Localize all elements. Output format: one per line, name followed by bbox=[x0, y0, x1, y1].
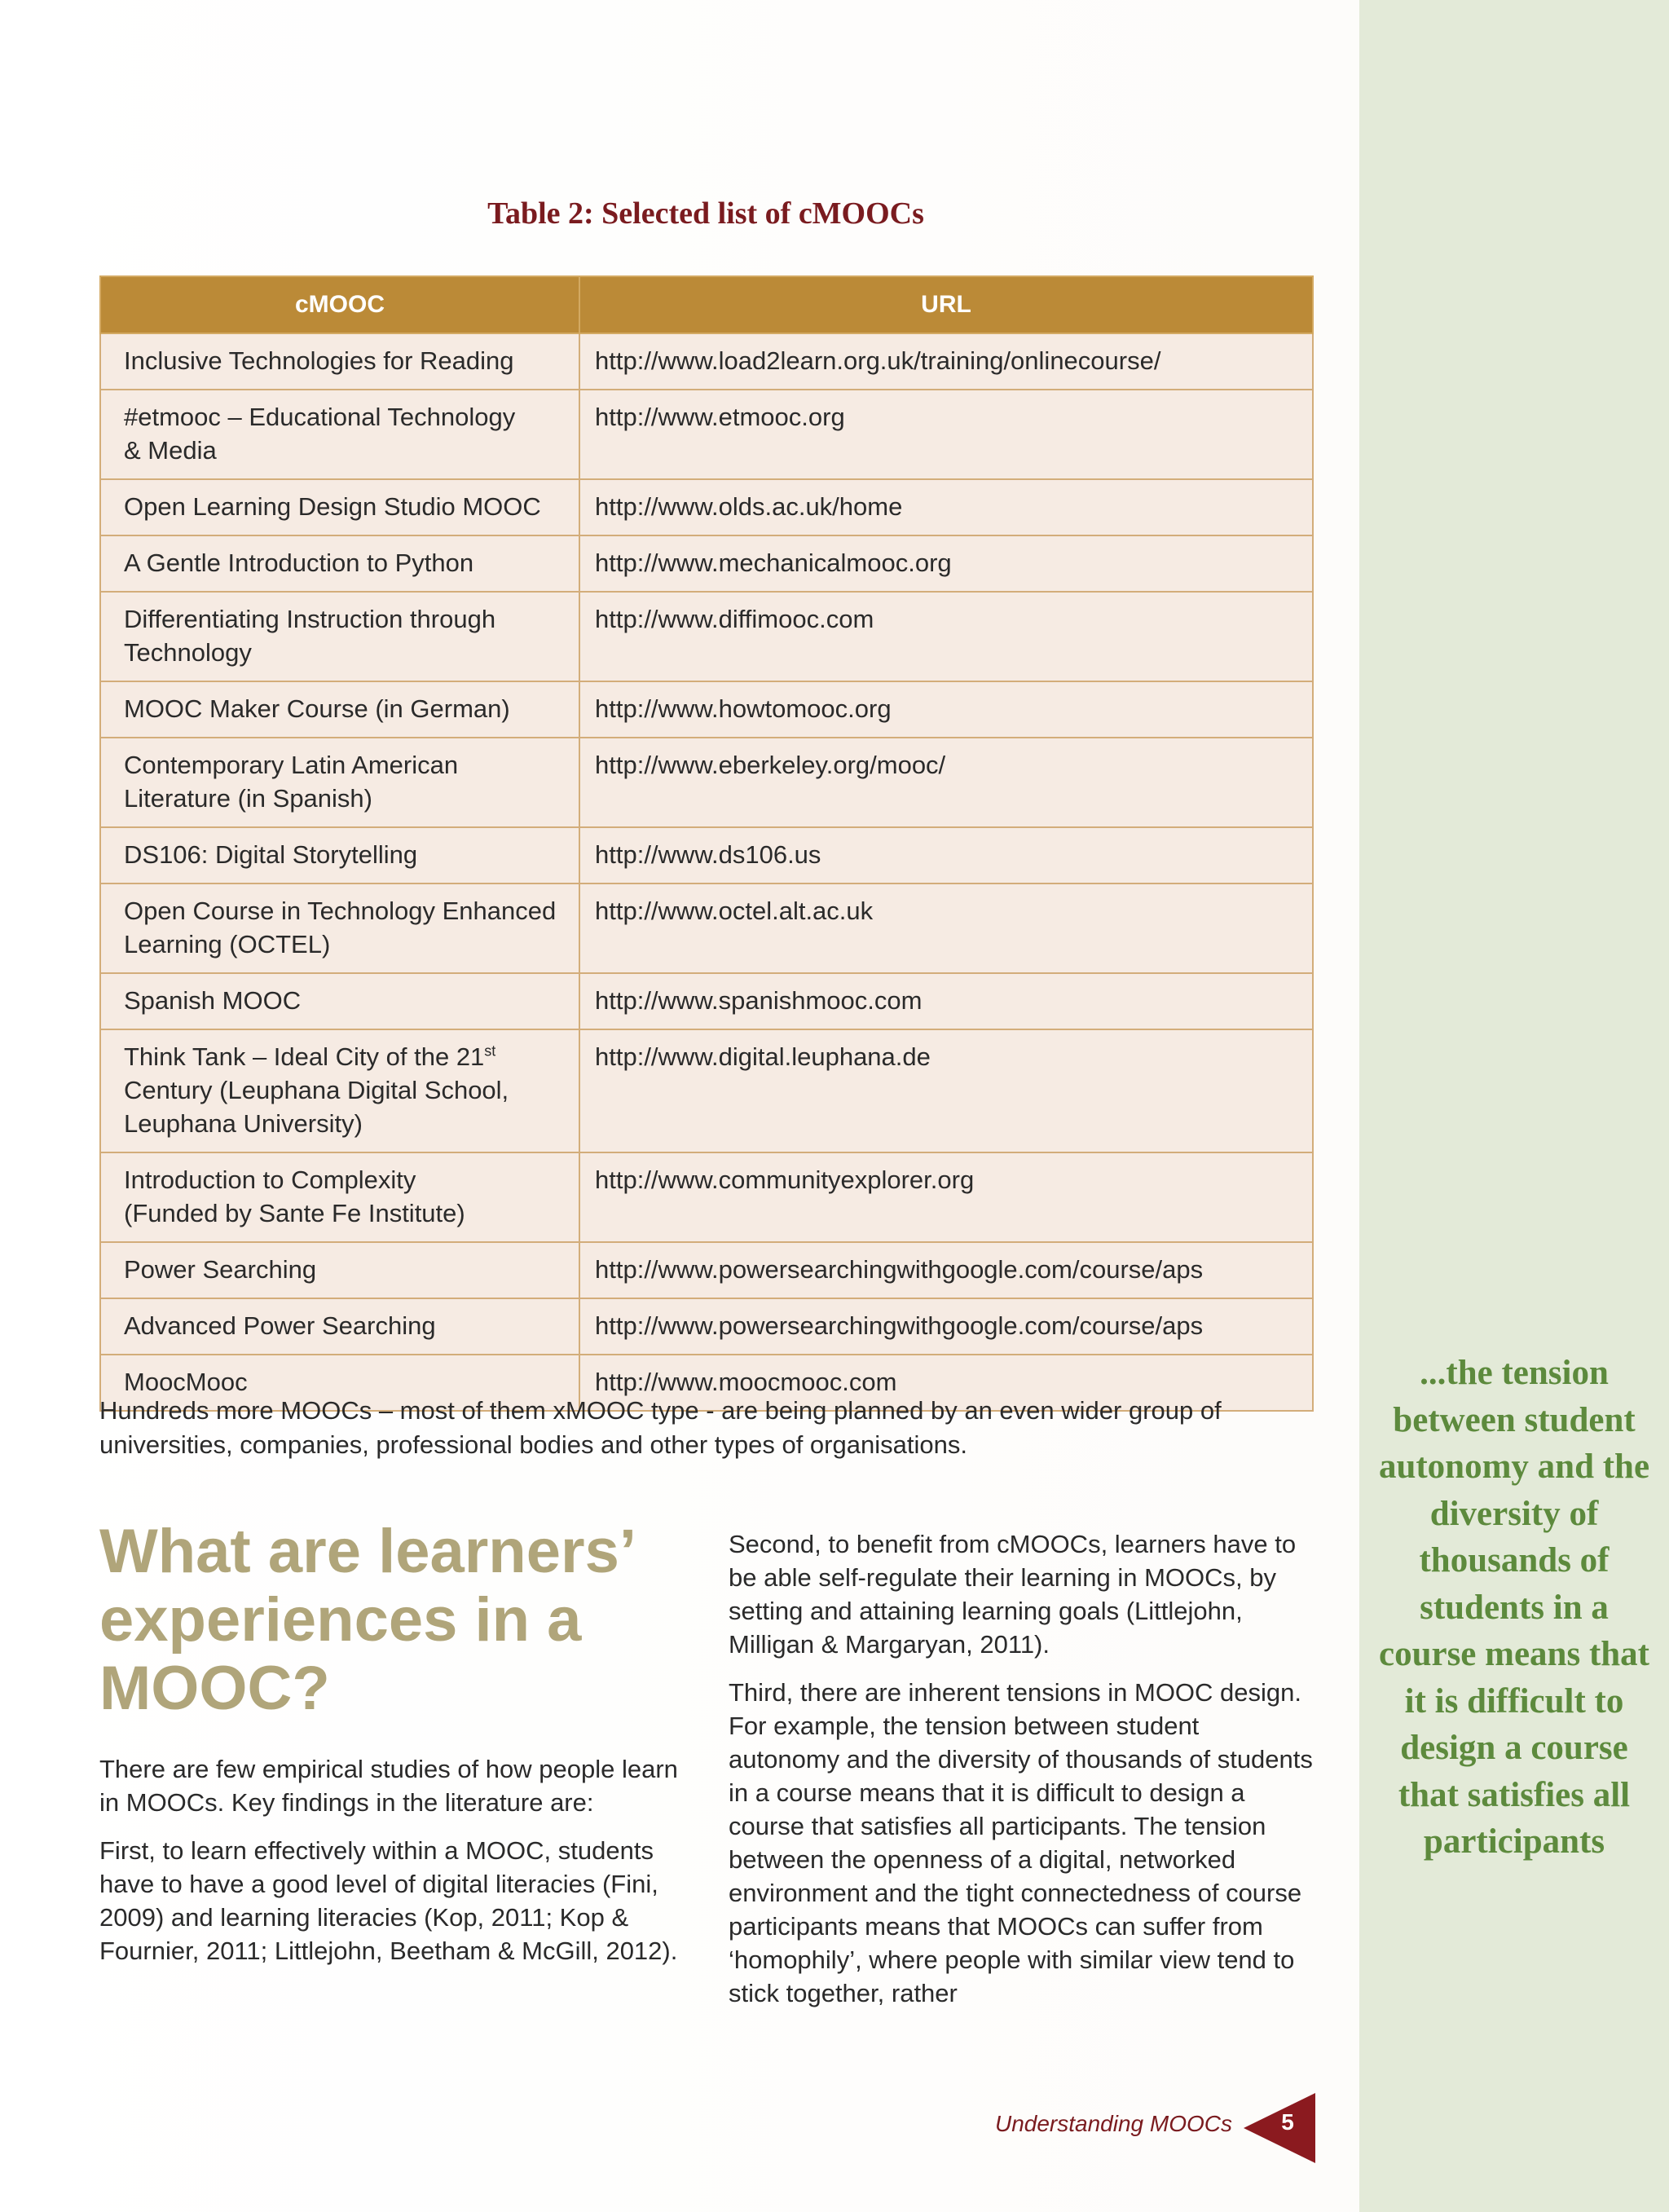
name-line: Technology bbox=[124, 638, 252, 667]
cmooc-table bbox=[99, 275, 1314, 1412]
cmooc-name bbox=[100, 592, 579, 681]
name-line: & Media bbox=[124, 436, 217, 465]
cmooc-name: Inclusive Technologies for Reading bbox=[100, 333, 579, 390]
name-line: Century (Leuphana Digital School, bbox=[124, 1076, 509, 1104]
cmooc-url: http://www.load2learn.org.uk/training/onlinecourse/ bbox=[579, 333, 1313, 390]
cmooc-name: MOOC Maker Course (in German) bbox=[100, 681, 579, 738]
name-line: Introduction to Complexity bbox=[124, 1165, 416, 1194]
cmooc-name: DS106: Digital Storytelling bbox=[100, 827, 579, 883]
cmooc-url: http://www.communityexplorer.org bbox=[579, 1152, 1313, 1242]
cmooc-name bbox=[100, 883, 579, 973]
cmooc-name: A Gentle Introduction to Python bbox=[100, 535, 579, 592]
table-title: Table 2: Selected list of cMOOCs bbox=[487, 196, 924, 231]
name-line: (Funded by Sante Fe Institute) bbox=[124, 1199, 465, 1227]
cmooc-name: Spanish MOOC bbox=[100, 973, 579, 1029]
paragraph: First, to learn effectively within a MOOC, students have to have a good level of digital literacies (Fini, 2009) and learning literacies (Kop, 2011; Kop & Fournier, 2011; Littlejohn, Beetham & McGill, 2012). bbox=[99, 1836, 678, 1965]
cmooc-url: http://www.eberkeley.org/mooc/ bbox=[579, 738, 1313, 827]
cmooc-name bbox=[100, 1029, 579, 1152]
table-row bbox=[100, 827, 1313, 883]
cmooc-url: http://www.diffimooc.com bbox=[579, 592, 1313, 681]
cmooc-name bbox=[100, 1152, 579, 1242]
cmooc-url: http://www.etmooc.org bbox=[579, 390, 1313, 479]
table-row bbox=[100, 681, 1313, 738]
cmooc-url: http://www.powersearchingwithgoogle.com/course/aps bbox=[579, 1298, 1313, 1355]
table-row bbox=[100, 1029, 1313, 1152]
name-line: Contemporary Latin American bbox=[124, 751, 459, 779]
cmooc-name: Power Searching bbox=[100, 1242, 579, 1298]
name-line: Literature (in Spanish) bbox=[124, 784, 372, 813]
paragraph: Third, there are inherent tensions in MOOC design. For example, the tension between student autonomy and the diversity of thousands of students in a course means that it is difficult to design a course that satisfies all participants. The tension between the openness of a digital, networked environment and the tight connectedness of course participants means that MOOCs can suffer from ‘homophily’, where people with similar view tend to stick together, rather bbox=[729, 1678, 1313, 2007]
header-cmooc: cMOOC bbox=[100, 276, 579, 333]
table-row bbox=[100, 1298, 1313, 1355]
table-row bbox=[100, 390, 1313, 479]
table-row bbox=[100, 535, 1313, 592]
cmooc-name bbox=[100, 738, 579, 827]
right-column bbox=[729, 1527, 1315, 2025]
cmooc-url: http://www.octel.alt.ac.uk bbox=[579, 883, 1313, 973]
cmooc-url: http://www.ds106.us bbox=[579, 827, 1313, 883]
cmooc-name: Open Learning Design Studio MOOC bbox=[100, 479, 579, 535]
page-number: 5 bbox=[1281, 2109, 1294, 2135]
name-line: #etmooc – Educational Technology bbox=[124, 403, 516, 431]
sidebar-panel bbox=[1359, 0, 1669, 2212]
table-row bbox=[100, 973, 1313, 1029]
section-heading: What are learners’ experiences in a MOOC? bbox=[99, 1517, 633, 1723]
table-row bbox=[100, 333, 1313, 390]
cmooc-url: http://www.spanishmooc.com bbox=[579, 973, 1313, 1029]
name-line: Think Tank – Ideal City of the 21 bbox=[124, 1042, 485, 1071]
header-url: URL bbox=[579, 276, 1313, 333]
footer-label: Understanding MOOCs bbox=[994, 2111, 1232, 2136]
left-column bbox=[99, 1752, 702, 1982]
cmooc-url: http://www.digital.leuphana.de bbox=[579, 1029, 1313, 1152]
table-header-row bbox=[100, 276, 1313, 333]
after-table-paragraph: Hundreds more MOOCs – most of them xMOOC type - are being planned by an even wider group of universities, companies, professional bodies and other types of organisations. bbox=[99, 1396, 1222, 1459]
name-line: Leuphana University) bbox=[124, 1109, 363, 1138]
paragraph: There are few empirical studies of how people learn in MOOCs. Key findings in the literature are: bbox=[99, 1755, 678, 1817]
table-row bbox=[100, 592, 1313, 681]
cmooc-name: Advanced Power Searching bbox=[100, 1298, 579, 1355]
cmooc-url: http://www.olds.ac.uk/home bbox=[579, 479, 1313, 535]
name-line: Open Course in Technology Enhanced bbox=[124, 897, 557, 925]
paragraph: Second, to benefit from cMOOCs, learners have to be able self-regulate their learning in MOOCs, by setting and attaining learning goals (Littlejohn, Milligan & Margaryan, 2011). bbox=[729, 1530, 1297, 1659]
name-line: Differentiating Instruction through bbox=[124, 605, 496, 633]
cmooc-url: http://www.mechanicalmooc.org bbox=[579, 535, 1313, 592]
table-row bbox=[100, 1242, 1313, 1298]
cmooc-name bbox=[100, 390, 579, 479]
pull-quote: ...the tension between student autonomy and the diversity of thousands of students in a course means that it is difficult to design a course that satisfies all participants bbox=[1378, 1354, 1650, 1861]
name-line: Learning (OCTEL) bbox=[124, 930, 331, 958]
table-row bbox=[100, 738, 1313, 827]
cmooc-url: http://www.howtomooc.org bbox=[579, 681, 1313, 738]
cmooc-url: http://www.moocmooc.com bbox=[579, 1355, 1313, 1411]
superscript: st bbox=[484, 1042, 496, 1060]
cmooc-name: MoocMooc bbox=[100, 1355, 579, 1411]
table-row bbox=[100, 1152, 1313, 1242]
table-row bbox=[100, 479, 1313, 535]
table-row bbox=[100, 883, 1313, 973]
cmooc-url: http://www.powersearchingwithgoogle.com/course/aps bbox=[579, 1242, 1313, 1298]
